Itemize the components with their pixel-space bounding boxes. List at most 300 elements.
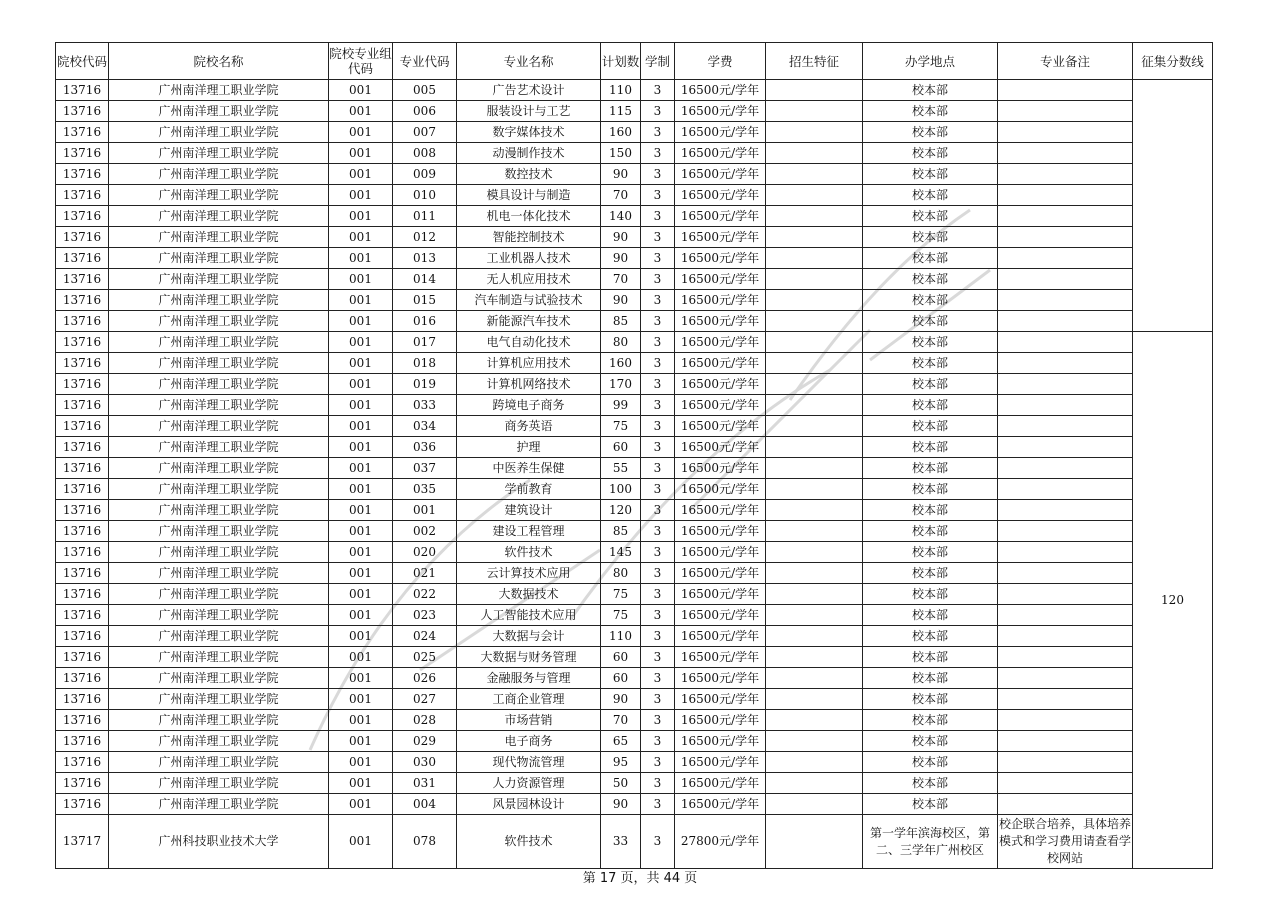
school-code-cell: 13716: [56, 479, 109, 500]
remark-cell: [998, 794, 1133, 815]
location-cell: 校本部: [863, 668, 998, 689]
school-name-cell: 广州南洋理工职业学院: [109, 269, 329, 290]
table-row: [56, 437, 1213, 458]
major-code-cell: 015: [393, 290, 457, 311]
location-cell: 校本部: [863, 290, 998, 311]
feature-cell: [766, 605, 863, 626]
plan-count-cell: 75: [601, 416, 641, 437]
school-name-cell: 广州南洋理工职业学院: [109, 374, 329, 395]
group-code-cell: 001: [329, 416, 393, 437]
major-code-cell: 002: [393, 521, 457, 542]
location-cell: 校本部: [863, 794, 998, 815]
tuition-cell: 16500元/学年: [675, 374, 766, 395]
school-code-cell: 13716: [56, 227, 109, 248]
major-name-cell: 数字媒体技术: [457, 122, 601, 143]
feature-cell: [766, 584, 863, 605]
feature-cell: [766, 164, 863, 185]
location-cell: 第一学年滨海校区，第二、三学年广州校区: [863, 815, 998, 869]
major-code-cell: 008: [393, 143, 457, 164]
location-cell: 校本部: [863, 416, 998, 437]
feature-cell: [766, 311, 863, 332]
school-code-cell: 13716: [56, 101, 109, 122]
duration-cell: 3: [641, 794, 675, 815]
plan-count-cell: 85: [601, 521, 641, 542]
major-code-cell: 021: [393, 563, 457, 584]
remark-cell: [998, 353, 1133, 374]
column-header: 院校名称: [109, 43, 329, 80]
remark-cell: [998, 248, 1133, 269]
school-name-cell: 广州南洋理工职业学院: [109, 290, 329, 311]
location-cell: 校本部: [863, 437, 998, 458]
table-row: [56, 101, 1213, 122]
column-header: 学费: [675, 43, 766, 80]
duration-cell: 3: [641, 563, 675, 584]
location-cell: 校本部: [863, 374, 998, 395]
location-cell: 校本部: [863, 101, 998, 122]
major-name-cell: 大数据与财务管理: [457, 647, 601, 668]
tuition-cell: 16500元/学年: [675, 206, 766, 227]
location-cell: 校本部: [863, 710, 998, 731]
remark-cell: [998, 101, 1133, 122]
duration-cell: 3: [641, 710, 675, 731]
major-code-cell: 023: [393, 605, 457, 626]
duration-cell: 3: [641, 164, 675, 185]
location-cell: 校本部: [863, 227, 998, 248]
major-name-cell: 服装设计与工艺: [457, 101, 601, 122]
group-code-cell: 001: [329, 311, 393, 332]
tuition-cell: 16500元/学年: [675, 605, 766, 626]
column-header: 学制: [641, 43, 675, 80]
plan-count-cell: 120: [601, 500, 641, 521]
plan-count-cell: 60: [601, 437, 641, 458]
tuition-cell: 16500元/学年: [675, 122, 766, 143]
school-code-cell: 13716: [56, 311, 109, 332]
remark-cell: [998, 710, 1133, 731]
feature-cell: [766, 332, 863, 353]
major-code-cell: 026: [393, 668, 457, 689]
school-code-cell: 13716: [56, 122, 109, 143]
remark-cell: [998, 752, 1133, 773]
tuition-cell: 16500元/学年: [675, 794, 766, 815]
plan-count-cell: 33: [601, 815, 641, 869]
duration-cell: 3: [641, 122, 675, 143]
table-row: [56, 668, 1213, 689]
duration-cell: 3: [641, 353, 675, 374]
feature-cell: [766, 269, 863, 290]
feature-cell: [766, 626, 863, 647]
group-code-cell: 001: [329, 521, 393, 542]
school-code-cell: 13716: [56, 80, 109, 101]
table-row: [56, 479, 1213, 500]
location-cell: 校本部: [863, 479, 998, 500]
major-name-cell: 大数据技术: [457, 584, 601, 605]
location-cell: 校本部: [863, 311, 998, 332]
table-row: [56, 626, 1213, 647]
major-name-cell: 学前教育: [457, 479, 601, 500]
location-cell: 校本部: [863, 521, 998, 542]
group-code-cell: 001: [329, 689, 393, 710]
school-name-cell: 广州南洋理工职业学院: [109, 248, 329, 269]
tuition-cell: 16500元/学年: [675, 542, 766, 563]
group-code-cell: 001: [329, 122, 393, 143]
school-name-cell: 广州南洋理工职业学院: [109, 458, 329, 479]
major-code-cell: 010: [393, 185, 457, 206]
tuition-cell: 16500元/学年: [675, 773, 766, 794]
school-name-cell: 广州南洋理工职业学院: [109, 710, 329, 731]
feature-cell: [766, 101, 863, 122]
feature-cell: [766, 500, 863, 521]
school-code-cell: 13716: [56, 500, 109, 521]
group-code-cell: 001: [329, 668, 393, 689]
tuition-cell: 16500元/学年: [675, 752, 766, 773]
group-code-cell: 001: [329, 752, 393, 773]
location-cell: 校本部: [863, 584, 998, 605]
tuition-cell: 16500元/学年: [675, 395, 766, 416]
major-code-cell: 022: [393, 584, 457, 605]
major-name-cell: 电子商务: [457, 731, 601, 752]
table-row: [56, 416, 1213, 437]
duration-cell: 3: [641, 458, 675, 479]
remark-cell: [998, 206, 1133, 227]
major-code-cell: 009: [393, 164, 457, 185]
major-code-cell: 034: [393, 416, 457, 437]
remark-cell: [998, 773, 1133, 794]
feature-cell: [766, 731, 863, 752]
plan-count-cell: 70: [601, 269, 641, 290]
duration-cell: 3: [641, 374, 675, 395]
tuition-cell: 16500元/学年: [675, 185, 766, 206]
school-code-cell: 13716: [56, 332, 109, 353]
tuition-cell: 16500元/学年: [675, 311, 766, 332]
location-cell: 校本部: [863, 626, 998, 647]
school-code-cell: 13716: [56, 164, 109, 185]
major-name-cell: 商务英语: [457, 416, 601, 437]
table-row: [56, 584, 1213, 605]
major-code-cell: 012: [393, 227, 457, 248]
tuition-cell: 16500元/学年: [675, 164, 766, 185]
plan-count-cell: 65: [601, 731, 641, 752]
duration-cell: 3: [641, 227, 675, 248]
table-row: [56, 269, 1213, 290]
group-code-cell: 001: [329, 605, 393, 626]
column-header: 专业备注: [998, 43, 1133, 80]
major-code-cell: 033: [393, 395, 457, 416]
school-name-cell: 广州科技职业技术大学: [109, 815, 329, 869]
tuition-cell: 16500元/学年: [675, 332, 766, 353]
group-code-cell: 001: [329, 206, 393, 227]
school-name-cell: 广州南洋理工职业学院: [109, 731, 329, 752]
location-cell: 校本部: [863, 689, 998, 710]
school-code-cell: 13716: [56, 248, 109, 269]
major-code-cell: 037: [393, 458, 457, 479]
plan-count-cell: 90: [601, 164, 641, 185]
location-cell: 校本部: [863, 542, 998, 563]
table-row: [56, 311, 1213, 332]
table-row: [56, 185, 1213, 206]
school-code-cell: 13716: [56, 605, 109, 626]
group-code-cell: 001: [329, 227, 393, 248]
plan-count-cell: 99: [601, 395, 641, 416]
school-name-cell: 广州南洋理工职业学院: [109, 584, 329, 605]
school-name-cell: 广州南洋理工职业学院: [109, 143, 329, 164]
feature-cell: [766, 542, 863, 563]
tuition-cell: 16500元/学年: [675, 500, 766, 521]
duration-cell: 3: [641, 143, 675, 164]
table-row: [56, 689, 1213, 710]
school-code-cell: 13716: [56, 521, 109, 542]
plan-count-cell: 75: [601, 584, 641, 605]
remark-cell: [998, 332, 1133, 353]
school-name-cell: 广州南洋理工职业学院: [109, 794, 329, 815]
duration-cell: 3: [641, 605, 675, 626]
school-code-cell: 13716: [56, 374, 109, 395]
tuition-cell: 16500元/学年: [675, 563, 766, 584]
location-cell: 校本部: [863, 647, 998, 668]
tuition-cell: 16500元/学年: [675, 647, 766, 668]
group-code-cell: 001: [329, 80, 393, 101]
tuition-cell: 16500元/学年: [675, 710, 766, 731]
school-code-cell: 13716: [56, 626, 109, 647]
plan-count-cell: 80: [601, 563, 641, 584]
feature-cell: [766, 143, 863, 164]
duration-cell: 3: [641, 248, 675, 269]
tuition-cell: 16500元/学年: [675, 290, 766, 311]
score-line-cell-empty: [1133, 80, 1213, 332]
plan-count-cell: 90: [601, 794, 641, 815]
school-code-cell: 13716: [56, 437, 109, 458]
feature-cell: [766, 290, 863, 311]
school-code-cell: 13716: [56, 647, 109, 668]
group-code-cell: 001: [329, 437, 393, 458]
table-row: [56, 332, 1213, 353]
school-code-cell: 13717: [56, 815, 109, 869]
duration-cell: 3: [641, 689, 675, 710]
school-code-cell: 13716: [56, 773, 109, 794]
group-code-cell: 001: [329, 374, 393, 395]
school-code-cell: 13716: [56, 794, 109, 815]
major-code-cell: 024: [393, 626, 457, 647]
plan-count-cell: 95: [601, 752, 641, 773]
duration-cell: 3: [641, 626, 675, 647]
school-name-cell: 广州南洋理工职业学院: [109, 332, 329, 353]
table-row: [56, 647, 1213, 668]
group-code-cell: 001: [329, 353, 393, 374]
remark-cell: [998, 647, 1133, 668]
school-code-cell: 13716: [56, 584, 109, 605]
group-code-cell: 001: [329, 332, 393, 353]
table-row: [56, 80, 1213, 101]
tuition-cell: 16500元/学年: [675, 668, 766, 689]
remark-cell: [998, 584, 1133, 605]
location-cell: 校本部: [863, 269, 998, 290]
major-code-cell: 029: [393, 731, 457, 752]
school-name-cell: 广州南洋理工职业学院: [109, 185, 329, 206]
major-name-cell: 建筑设计: [457, 500, 601, 521]
group-code-cell: 001: [329, 269, 393, 290]
school-code-cell: 13716: [56, 752, 109, 773]
duration-cell: 3: [641, 185, 675, 206]
tuition-cell: 16500元/学年: [675, 521, 766, 542]
feature-cell: [766, 752, 863, 773]
major-code-cell: 011: [393, 206, 457, 227]
major-code-cell: 036: [393, 437, 457, 458]
remark-cell: [998, 395, 1133, 416]
plan-count-cell: 150: [601, 143, 641, 164]
plan-count-cell: 115: [601, 101, 641, 122]
feature-cell: [766, 479, 863, 500]
major-name-cell: 动漫制作技术: [457, 143, 601, 164]
group-code-cell: 001: [329, 248, 393, 269]
tuition-cell: 16500元/学年: [675, 248, 766, 269]
group-code-cell: 001: [329, 479, 393, 500]
score-line-cell: 120: [1133, 332, 1213, 869]
plan-count-cell: 110: [601, 626, 641, 647]
major-name-cell: 大数据与会计: [457, 626, 601, 647]
remark-cell: [998, 668, 1133, 689]
feature-cell: [766, 437, 863, 458]
remark-cell: [998, 290, 1133, 311]
major-code-cell: 006: [393, 101, 457, 122]
group-code-cell: 001: [329, 815, 393, 869]
school-name-cell: 广州南洋理工职业学院: [109, 689, 329, 710]
duration-cell: 3: [641, 80, 675, 101]
location-cell: 校本部: [863, 773, 998, 794]
school-name-cell: 广州南洋理工职业学院: [109, 668, 329, 689]
tuition-cell: 16500元/学年: [675, 689, 766, 710]
school-code-cell: 13716: [56, 143, 109, 164]
tuition-cell: 16500元/学年: [675, 458, 766, 479]
plan-count-cell: 55: [601, 458, 641, 479]
group-code-cell: 001: [329, 458, 393, 479]
tuition-cell: 27800元/学年: [675, 815, 766, 869]
table-row: [56, 542, 1213, 563]
major-code-cell: 078: [393, 815, 457, 869]
table-row: [56, 815, 1213, 869]
school-name-cell: 广州南洋理工职业学院: [109, 206, 329, 227]
major-name-cell: 无人机应用技术: [457, 269, 601, 290]
table-row: [56, 458, 1213, 479]
location-cell: 校本部: [863, 122, 998, 143]
duration-cell: 3: [641, 584, 675, 605]
school-name-cell: 广州南洋理工职业学院: [109, 500, 329, 521]
group-code-cell: 001: [329, 773, 393, 794]
group-code-cell: 001: [329, 185, 393, 206]
school-name-cell: 广州南洋理工职业学院: [109, 416, 329, 437]
plan-count-cell: 170: [601, 374, 641, 395]
feature-cell: [766, 374, 863, 395]
major-name-cell: 中医养生保健: [457, 458, 601, 479]
school-name-cell: 广州南洋理工职业学院: [109, 437, 329, 458]
table-row: [56, 773, 1213, 794]
feature-cell: [766, 794, 863, 815]
major-code-cell: 013: [393, 248, 457, 269]
group-code-cell: 001: [329, 710, 393, 731]
major-name-cell: 现代物流管理: [457, 752, 601, 773]
major-code-cell: 016: [393, 311, 457, 332]
major-name-cell: 计算机网络技术: [457, 374, 601, 395]
school-name-cell: 广州南洋理工职业学院: [109, 563, 329, 584]
header-row: [56, 43, 1213, 80]
table-row: [56, 710, 1213, 731]
duration-cell: 3: [641, 416, 675, 437]
remark-cell: [998, 689, 1133, 710]
duration-cell: 3: [641, 731, 675, 752]
group-code-cell: 001: [329, 794, 393, 815]
location-cell: 校本部: [863, 164, 998, 185]
major-name-cell: 工业机器人技术: [457, 248, 601, 269]
table-row: [56, 143, 1213, 164]
group-code-cell: 001: [329, 542, 393, 563]
feature-cell: [766, 668, 863, 689]
location-cell: 校本部: [863, 248, 998, 269]
major-name-cell: 跨境电子商务: [457, 395, 601, 416]
major-code-cell: 025: [393, 647, 457, 668]
location-cell: 校本部: [863, 80, 998, 101]
major-name-cell: 汽车制造与试验技术: [457, 290, 601, 311]
school-code-cell: 13716: [56, 710, 109, 731]
remark-cell: [998, 479, 1133, 500]
school-code-cell: 13716: [56, 395, 109, 416]
remark-cell: [998, 311, 1133, 332]
feature-cell: [766, 353, 863, 374]
plan-count-cell: 90: [601, 248, 641, 269]
plan-count-cell: 145: [601, 542, 641, 563]
major-code-cell: 019: [393, 374, 457, 395]
remark-cell: 校企联合培养，具体培养模式和学习费用请查看学校网站: [998, 815, 1133, 869]
major-code-cell: 028: [393, 710, 457, 731]
location-cell: 校本部: [863, 353, 998, 374]
feature-cell: [766, 521, 863, 542]
group-code-cell: 001: [329, 395, 393, 416]
plan-count-cell: 60: [601, 668, 641, 689]
location-cell: 校本部: [863, 563, 998, 584]
remark-cell: [998, 605, 1133, 626]
remark-cell: [998, 143, 1133, 164]
remark-cell: [998, 374, 1133, 395]
group-code-cell: 001: [329, 563, 393, 584]
school-code-cell: 13716: [56, 185, 109, 206]
location-cell: 校本部: [863, 206, 998, 227]
group-code-cell: 001: [329, 500, 393, 521]
feature-cell: [766, 689, 863, 710]
tuition-cell: 16500元/学年: [675, 101, 766, 122]
major-code-cell: 020: [393, 542, 457, 563]
remark-cell: [998, 80, 1133, 101]
school-name-cell: 广州南洋理工职业学院: [109, 101, 329, 122]
major-code-cell: 030: [393, 752, 457, 773]
remark-cell: [998, 122, 1133, 143]
school-name-cell: 广州南洋理工职业学院: [109, 164, 329, 185]
admission-table: [55, 42, 1213, 869]
school-code-cell: 13716: [56, 731, 109, 752]
major-name-cell: 软件技术: [457, 815, 601, 869]
school-code-cell: 13716: [56, 563, 109, 584]
group-code-cell: 001: [329, 626, 393, 647]
remark-cell: [998, 227, 1133, 248]
remark-cell: [998, 626, 1133, 647]
major-code-cell: 001: [393, 500, 457, 521]
plan-count-cell: 90: [601, 689, 641, 710]
feature-cell: [766, 815, 863, 869]
remark-cell: [998, 563, 1133, 584]
remark-cell: [998, 437, 1133, 458]
major-name-cell: 人工智能技术应用: [457, 605, 601, 626]
feature-cell: [766, 248, 863, 269]
table-row: [56, 500, 1213, 521]
table-row: [56, 731, 1213, 752]
major-name-cell: 市场营销: [457, 710, 601, 731]
column-header: 院校代码: [56, 43, 109, 80]
